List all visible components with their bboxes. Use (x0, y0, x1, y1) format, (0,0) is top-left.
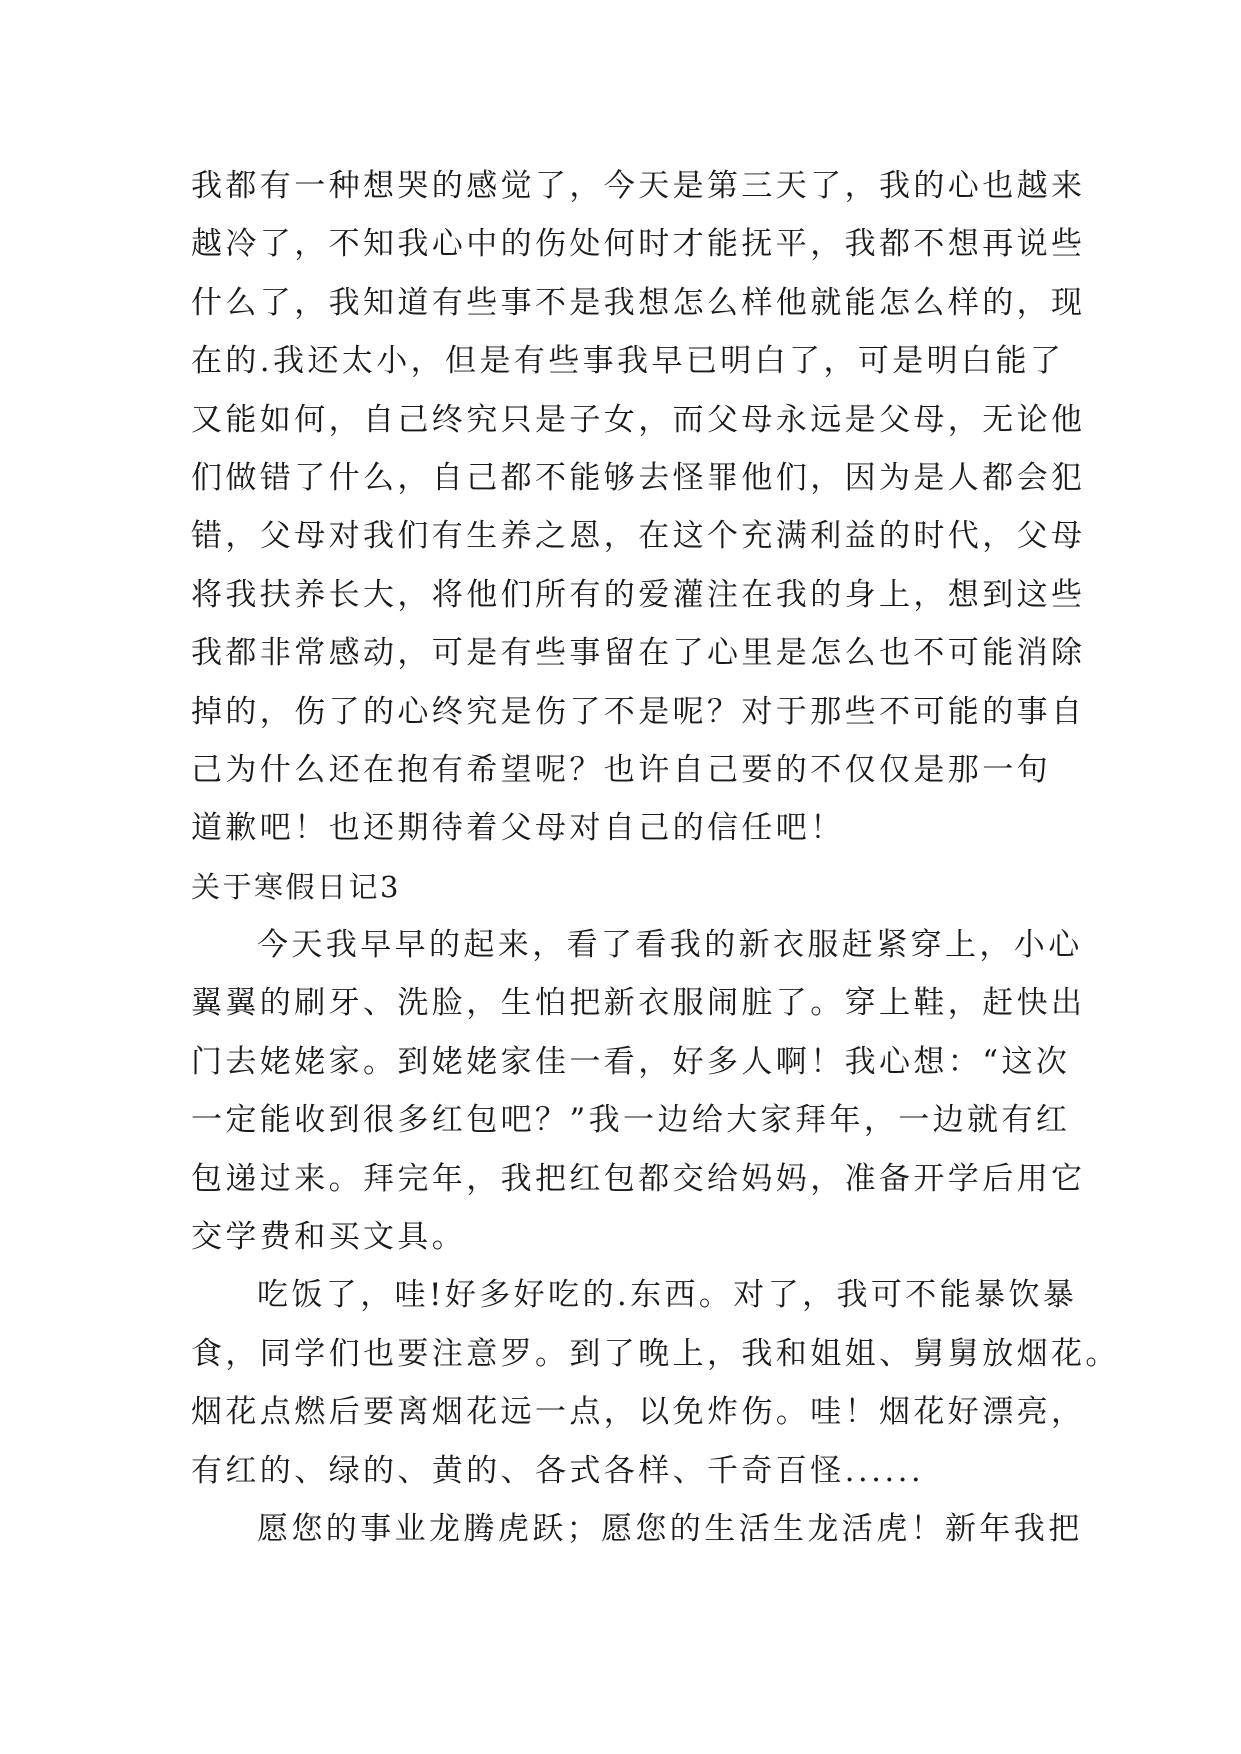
paragraph-4 (191, 1500, 1083, 1558)
text-line: 门去姥姥家。到姥姥家佳一看，好多人啊！我心想：“这次 (191, 1043, 1071, 1080)
text-line: 道歉吧！也还期待着父母对自己的信任吧！ (191, 810, 845, 847)
text-line: 在的.我还太小，但是有些事我早已明白了，可是明白能了 (191, 343, 1065, 380)
text-line: 今天我早早的起来，看了看我的新衣服赶紧穿上，小心 (257, 927, 1083, 964)
paragraph-3 (191, 1266, 1120, 1500)
paragraph-1 (191, 157, 1086, 858)
text-line: 们做错了什么，自己都不能够去怪罪他们，因为是人都会犯 (191, 459, 1086, 496)
text-line: 将我扶养长大，将他们所有的爱灌注在我的身上，想到这些 (191, 576, 1086, 613)
text-line: 一定能收到很多红包吧？”我一边给大家拜年，一边就有红 (191, 1102, 1071, 1139)
text-line: 有红的、绿的、黄的、各式各样、千奇百怪...... (191, 1452, 925, 1489)
text-line: 又能如何，自己终究只是子女，而父母永远是父母，无论他 (191, 401, 1086, 438)
text-line: 己为什么还在抱有希望呢？也许自己要的不仅仅是那一句 (191, 751, 1051, 788)
text-line: 我都非常感动，可是有些事留在了心里是怎么也不可能消除 (191, 635, 1086, 672)
text-line: 吃饭了，哇!好多好吃的.东西。对了，我可不能暴饮暴 (257, 1277, 1078, 1314)
paragraph-2 (191, 916, 1086, 1266)
document-body (191, 157, 1120, 1558)
text-line: 愿您的事业龙腾虎跃；愿您的生活生龙活虎！新年我把 (257, 1510, 1083, 1547)
text-line: 错，父母对我们有生养之恩，在这个充满利益的时代，父母 (191, 518, 1086, 555)
text-line: 我都有一种想哭的感觉了，今天是第三天了，我的心也越来 (191, 168, 1086, 204)
text-line: 越冷了，不知我心中的伤处何时才能抚平，我都不想再说些 (191, 226, 1086, 263)
text-line: 掉的，伤了的心终究是伤了不是呢？对于那些不可能的事自 (191, 693, 1086, 730)
text-line: 包递过来。拜完年，我把红包都交给妈妈，准备开学后用它 (191, 1160, 1086, 1197)
text-line: 烟花点燃后要离烟花远一点，以免炸伤。哇！烟花好漂亮， (191, 1394, 1086, 1431)
section-heading: 关于寒假日记3 (191, 869, 401, 904)
text-line: 食，同学们也要注意罗。到了晚上，我和姐姐、舅舅放烟花。 (191, 1335, 1120, 1372)
text-line: 交学费和买文具。 (191, 1219, 467, 1256)
text-line: 什么了，我知道有些事不是我想怎么样他就能怎么样的，现 (191, 284, 1086, 321)
text-line: 翼翼的刷牙、洗脸，生怕把新衣服闹脏了。穿上鞋，赶快出 (191, 985, 1086, 1022)
